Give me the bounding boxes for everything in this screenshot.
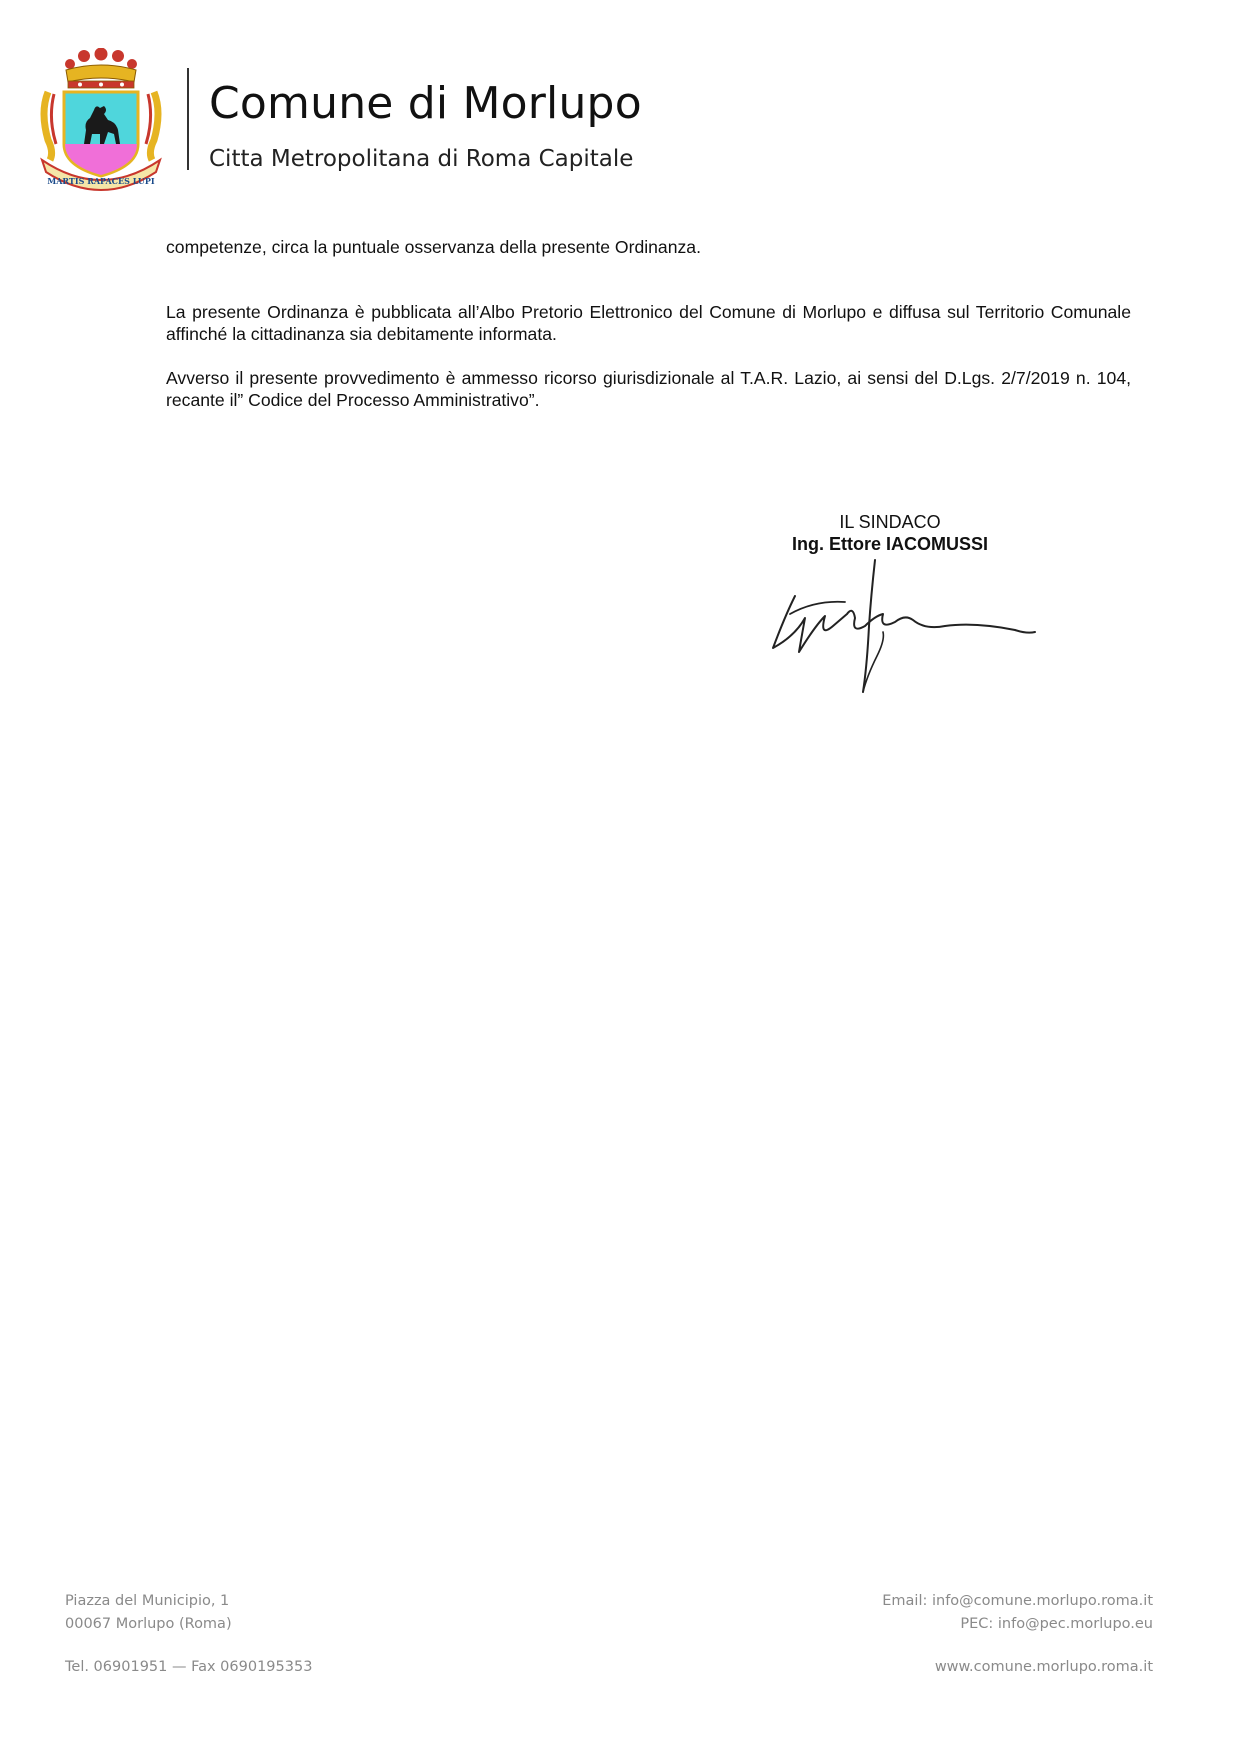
footer-address-street: Piazza del Municipio, 1 — [65, 1593, 230, 1609]
municipality-title: Comune di Morlupo — [209, 78, 642, 129]
coat-of-arms-logo — [38, 48, 164, 196]
header-divider — [187, 68, 189, 170]
signatory-role: IL SINDACO — [839, 512, 941, 532]
footer-website: www.comune.morlupo.roma.it — [934, 1659, 1153, 1675]
signature-block — [700, 511, 1080, 556]
letterhead — [0, 0, 1240, 200]
paragraph-ricorso: Avverso il presente provvedimento è ammesso ricorso giurisdizionale al T.A.R. Lazio, ai sensi del D.Lgs. 2/7/2019 n. 104, recante il” Codice del Processo Amministrativo”. — [166, 368, 1131, 410]
footer-email: Email: info@comune.morlupo.roma.it — [882, 1593, 1153, 1609]
footer-pec: PEC: info@pec.morlupo.eu — [960, 1616, 1153, 1632]
signatory-name: Ing. Ettore IACOMUSSI — [791, 534, 988, 554]
svg-text:MARTIS RAPACES LUPI: MARTIS RAPACES LUPI — [47, 176, 155, 186]
municipality-subtitle: Citta Metropolitana di Roma Capitale — [209, 146, 634, 172]
footer-phone-fax: Tel. 06901951 — Fax 0690195353 — [65, 1659, 313, 1675]
paragraph-competenze: competenze, circa la puntuale osservanza della presente Ordinanza. — [166, 237, 701, 257]
paragraph-pubblicazione: La presente Ordinanza è pubblicata all’Albo Pretorio Elettronico del Comune di Morlupo e diffusa sul Territorio Comunale affinché la cittadinanza sia debitamente informata. — [166, 302, 1131, 344]
footer-address-city: 00067 Morlupo (Roma) — [65, 1616, 232, 1632]
handwritten-signature — [755, 556, 1055, 696]
crest-icon — [38, 48, 164, 196]
